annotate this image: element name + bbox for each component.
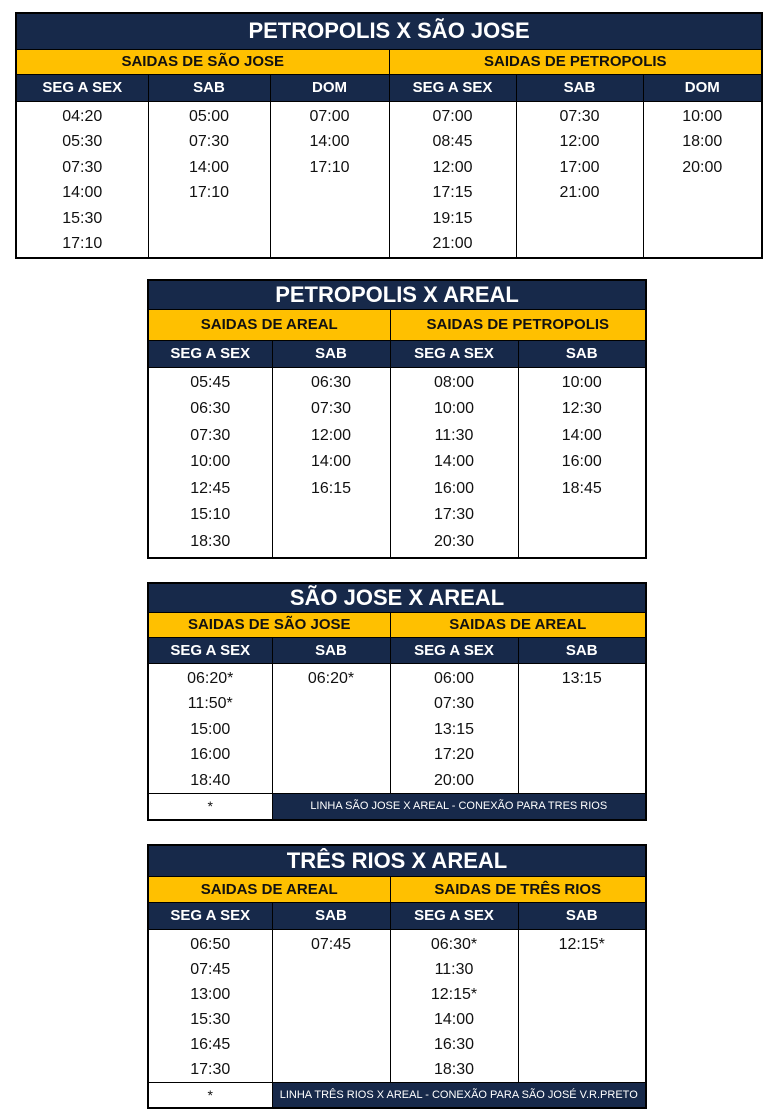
departure-time: 16:30 — [433, 1035, 475, 1053]
section-header: SAIDAS DE SÃO JOSE — [16, 49, 389, 74]
departure-time: 10:00 — [433, 400, 475, 417]
departure-time: 12:00 — [432, 158, 473, 176]
section-header: SAIDAS DE SÃO JOSE — [148, 612, 390, 637]
departure-time: 14:00 — [561, 426, 602, 444]
departure-time: 12:15* — [558, 935, 605, 953]
departure-time: 10:00 — [682, 107, 723, 125]
column-header: DOM — [270, 74, 389, 101]
departure-time: 10:00 — [561, 373, 602, 391]
times-column — [16, 101, 148, 258]
departure-time: 14:00 — [309, 133, 350, 150]
column-header: SAB — [272, 637, 390, 663]
departure-time: 13:00 — [190, 985, 231, 1003]
column-header: SEG A SEX — [148, 637, 272, 663]
departure-time: 17:10 — [62, 235, 103, 252]
times-column — [270, 101, 389, 258]
departure-time: 16:00 — [433, 479, 475, 497]
table-title: SÃO JOSE X AREAL — [148, 583, 646, 612]
departure-time: 12:00 — [310, 426, 352, 444]
departure-time: 06:00 — [433, 669, 475, 687]
departure-time: 14:00 — [433, 1010, 475, 1028]
departure-time: 07:30 — [310, 400, 352, 417]
column-header: SAB — [518, 902, 646, 929]
schedule-table-sao-jose-areal — [147, 582, 647, 821]
column-header: SAB — [518, 340, 646, 367]
times-column — [518, 367, 646, 558]
departure-time: 05:00 — [188, 107, 230, 125]
departure-time: 18:00 — [682, 133, 723, 150]
departure-time: 14:00 — [188, 158, 230, 176]
departure-time: 21:00 — [559, 184, 600, 201]
departure-time: 17:00 — [559, 158, 600, 176]
departure-time: 08:45 — [432, 133, 473, 150]
departure-time: 06:30* — [430, 935, 478, 953]
departure-time: 06:30 — [190, 400, 231, 417]
departure-time: 18:40 — [190, 771, 231, 789]
departure-time: 15:30 — [190, 1010, 231, 1028]
column-header: SAB — [516, 74, 643, 101]
departure-time: 06:30 — [310, 373, 352, 391]
column-header: SEG A SEX — [16, 74, 148, 101]
column-header: SEG A SEX — [390, 637, 518, 663]
times-column — [518, 663, 646, 794]
departure-time: 18:30 — [190, 532, 231, 550]
departure-time: 11:50* — [187, 695, 233, 712]
departure-time: 04:20 — [62, 107, 103, 125]
departure-time: 07:30 — [433, 695, 475, 712]
departure-time: 17:30 — [190, 1060, 231, 1078]
departure-time: 17:10 — [309, 158, 350, 176]
times-column — [643, 101, 762, 258]
column-header: DOM — [643, 74, 762, 101]
departure-time: 15:30 — [62, 209, 103, 227]
departure-time: 11:30 — [434, 426, 474, 444]
departure-time: 10:00 — [190, 453, 231, 470]
times-column — [272, 367, 390, 558]
departure-time: 14:00 — [62, 184, 103, 201]
departure-time: 06:20* — [187, 669, 234, 687]
times-column — [272, 929, 390, 1082]
column-header: SAB — [148, 74, 270, 101]
section-header: SAIDAS DE TRÊS RIOS — [390, 876, 646, 902]
departure-time: 13:15 — [433, 720, 475, 738]
times-column — [148, 101, 270, 258]
column-header: SEG A SEX — [390, 902, 518, 929]
departure-time: 21:00 — [432, 235, 473, 252]
departure-time: 08:00 — [433, 373, 475, 391]
departure-time: 20:30 — [433, 532, 475, 550]
schedule-table-tres-rios-areal — [147, 844, 647, 1109]
column-header: SAB — [272, 340, 390, 367]
departure-time: 18:45 — [561, 479, 602, 497]
column-header: SEG A SEX — [148, 902, 272, 929]
departure-time: 14:00 — [433, 453, 475, 470]
departure-time: 05:45 — [190, 373, 231, 391]
schedule-table-petropolis-areal — [147, 279, 647, 559]
departure-time: 12:15* — [430, 985, 478, 1003]
departure-time: 16:00 — [561, 453, 602, 470]
schedule-table-petropolis-sao-jose — [15, 12, 763, 259]
departure-time: 06:50 — [190, 935, 231, 953]
table-title: PETROPOLIS X SÃO JOSE — [16, 13, 762, 49]
footnote-text: LINHA TRÊS RIOS X AREAL - CONEXÃO PARA SÃO JOSÉ V.R.PRETO — [272, 1082, 646, 1108]
column-header: SAB — [518, 637, 646, 663]
departure-time: 20:00 — [433, 771, 475, 789]
departure-time: 12:30 — [561, 400, 602, 417]
departure-time: 17:15 — [432, 184, 473, 201]
section-header: SAIDAS DE AREAL — [148, 309, 390, 340]
column-header: SEG A SEX — [389, 74, 516, 101]
departure-time: 12:00 — [559, 133, 600, 150]
column-header: SEG A SEX — [390, 340, 518, 367]
departure-time: 13:15 — [561, 669, 602, 687]
table-title: TRÊS RIOS X AREAL — [148, 845, 646, 876]
departure-time: 17:30 — [433, 506, 475, 523]
departure-time: 12:45 — [190, 479, 231, 497]
section-header: SAIDAS DE AREAL — [390, 612, 646, 637]
departure-time: 07:45 — [310, 935, 352, 953]
times-column — [148, 929, 272, 1082]
departure-time: 07:30 — [188, 133, 230, 150]
times-column — [518, 929, 646, 1082]
times-column — [390, 663, 518, 794]
section-header: SAIDAS DE AREAL — [148, 876, 390, 902]
departure-time: 16:45 — [190, 1035, 231, 1053]
departure-time: 17:10 — [188, 184, 230, 201]
section-header: SAIDAS DE PETROPOLIS — [390, 309, 646, 340]
departure-time: 06:20* — [307, 669, 355, 687]
departure-time: 05:30 — [62, 133, 103, 150]
departure-time: 15:10 — [190, 506, 231, 523]
departure-time: 15:00 — [190, 720, 231, 738]
footnote-mark: * — [148, 1082, 272, 1108]
departure-time: 07:30 — [190, 426, 231, 444]
times-column — [389, 101, 516, 258]
times-column — [390, 367, 518, 558]
times-column — [148, 367, 272, 558]
departure-time: 11:30 — [434, 960, 474, 978]
column-header: SEG A SEX — [148, 340, 272, 367]
times-column — [272, 663, 390, 794]
footnote-text: LINHA SÃO JOSE X AREAL - CONEXÃO PARA TRES RIOS — [272, 794, 646, 820]
departure-time: 07:30 — [559, 107, 600, 125]
times-column — [516, 101, 643, 258]
departure-time: 14:00 — [310, 453, 352, 470]
departure-time: 18:30 — [433, 1060, 475, 1078]
departure-time: 19:15 — [432, 209, 473, 227]
column-header: SAB — [272, 902, 390, 929]
departure-time: 07:45 — [190, 960, 231, 978]
departure-time: 07:00 — [432, 107, 473, 125]
departure-time: 17:20 — [433, 746, 475, 763]
times-column — [148, 663, 272, 794]
departure-time: 07:00 — [309, 107, 350, 125]
departure-time: 16:00 — [190, 746, 231, 763]
section-header: SAIDAS DE PETROPOLIS — [389, 49, 762, 74]
departure-time: 07:30 — [62, 158, 103, 176]
table-title: PETROPOLIS X AREAL — [148, 280, 646, 309]
departure-time: 16:15 — [310, 479, 352, 497]
footnote-mark: * — [148, 794, 272, 820]
times-column — [390, 929, 518, 1082]
departure-time: 20:00 — [682, 158, 723, 176]
